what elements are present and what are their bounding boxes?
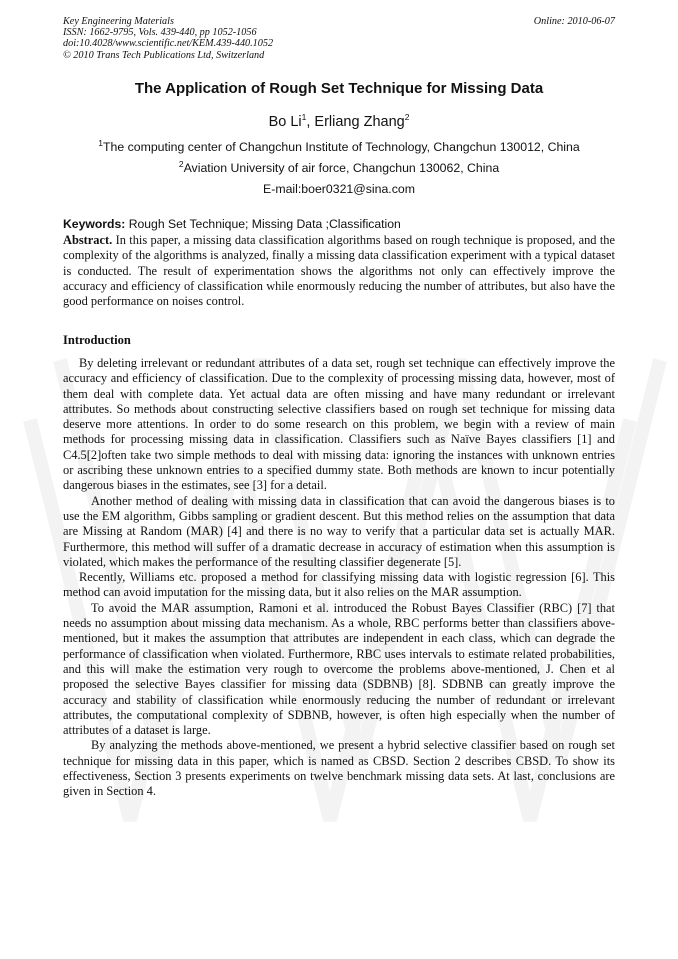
author-1: Bo Li	[268, 114, 302, 130]
keywords-label: Keywords:	[63, 217, 126, 231]
abstract-text: In this paper, a missing data classification algorithms based on rough technique is proposed, and the complexity of the algorithms is analyzed, finally a missing data classification experiment with a typical dataset is conducted. The result of experimentation shows the algorithms not only can effectively improve the accuracy and efficiency of classification while enormously reducing the number of attributes, but also have the good performance on noises control.	[63, 233, 615, 309]
section-heading-introduction: Introduction	[63, 333, 131, 347]
author-email: E-mail:boer0321@sina.com	[263, 182, 415, 196]
intro-paragraph-3: Recently, Williams etc. proposed a method for classifying missing data with logistic regression [6]. This method can avoid imputation for the missing data, but it also relies on the MAR assumption.	[63, 570, 615, 600]
intro-paragraph-2: Another method of dealing with missing data in classification that can avoid the dangerous biases is to use the EM algorithm, Gibbs sampling or gradient descent. But this method relies on the assumption that data are Missing at Random (MAR) [4] and there is no way to verify that a particular data set is actually MAR. Furthermore, this method will suffer of a dramatic decrease in accuracy of estimation when this assumption is violated, which makes the performance of the resulting classifier degenerate [5].	[63, 493, 615, 569]
affiliation-1-text: The computing center of Changchun Institute of Technology, Changchun 130012, China	[103, 140, 580, 154]
affiliation-2-text: Aviation University of air force, Changchun 130062, China	[183, 161, 500, 175]
intro-paragraph-1: By deleting irrelevant or redundant attributes of a data set, rough set technique can effectively improve the accuracy and efficiency of classification. Due to the complexity of processing missing data, however, most of them deal with complete data. Yet actual data are often missing and have many redundant or irrelevant attributes. So methods about constructing selective classifiers based on rough set technique for missing data deserve more attentions. In order to do some research on this problem, we begin with a review of main methods for processing missing data in classification. Classifiers such as Naïve Bayes classifiers [1] and C4.5[2]often take two simple methods to deal with missing data: ignoring the instances with unknown entries or ascribing these unknown entries to a specified dummy state. Both methods are known to incur potentially dangerous biases in the estimates, see [3] for a detail.	[63, 356, 615, 493]
keywords-text: Rough Set Technique; Missing Data ;Classification	[125, 217, 401, 231]
abstract	[63, 233, 615, 309]
affiliation-1	[0, 137, 678, 154]
affiliation-2	[0, 158, 678, 175]
author-2-sup: 2	[404, 112, 410, 123]
author-1-sup: 1	[301, 112, 307, 123]
author-2: Erliang Zhang	[314, 114, 405, 130]
doi-line: doi:10.4028/www.scientific.net/KEM.439-440.1052	[63, 38, 274, 50]
intro-paragraph-4: To avoid the MAR assumption, Ramoni et al. introduced the Robust Bayes Classifier (RBC) [7] that needs no assumption about missing data mechanism. As a whole, RBC performs better than classifiers above-mentioned, but it makes the assumption that attributes are independent in each class, which can degrade the performance of classification when violated. Furthermore, RBC uses intervals to estimate related probabilities, and this will make the estimation very rough to overcome the problems above-mentioned, J. Chen et al proposed the selective Bayes classifier for missing data (SDBNB) [8]. SDBNB can greatly improve the accuracy and stability of classification while enormously reducing the number of redundant or irrelevant attributes, the computational complexity of SDBNB, however, is often high especially when the number of attributes of a dataset is large.	[63, 600, 615, 738]
online-date: Online: 2010-06-07	[533, 16, 615, 27]
intro-paragraph-5: By analyzing the methods above-mentioned, we present a hybrid selective classifier based on rough set technique for missing data in this paper, which is named as CBSD. Section 2 describes CBSD. To show its effectiveness, Section 3 presents experiments on twelve benchmark missing data sets. At last, conclusions are given in Section 4.	[63, 738, 615, 799]
author-line	[0, 114, 678, 130]
paper-title: The Application of Rough Set Technique for Missing Data	[134, 80, 544, 97]
journal-name: Key Engineering Materials	[63, 16, 174, 27]
author-separator: ,	[306, 114, 315, 130]
abstract-label: Abstract.	[63, 233, 113, 247]
copyright-line: © 2010 Trans Tech Publications Ltd, Switzerland	[63, 49, 265, 61]
introduction-body	[63, 356, 615, 800]
keywords	[63, 217, 615, 231]
publication-header	[63, 16, 615, 61]
issn-line: ISSN: 1662-9795, Vols. 439-440, pp 1052-1056	[63, 27, 257, 39]
affiliation-2-sup: 2	[178, 158, 184, 169]
affiliation-1-sup: 1	[98, 137, 103, 148]
